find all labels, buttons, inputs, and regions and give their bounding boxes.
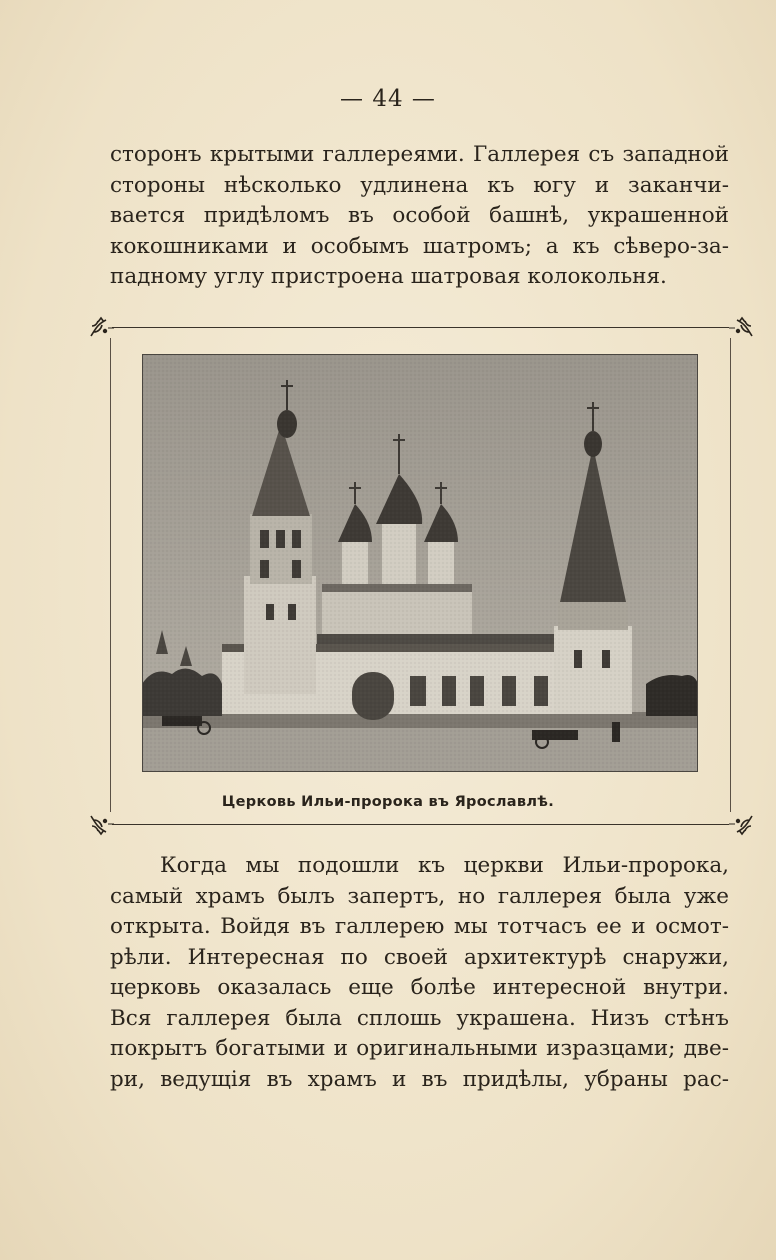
text-line: рѣли. Интересная по своей архитектурѣ снаружи, [110,944,729,970]
church-photograph [142,354,698,772]
paragraph-top [110,140,729,293]
text-line: самый храмъ былъ запертъ, но галлерея была уже [110,883,729,909]
figure-caption: Церковь Ильи-пророка въ Ярославлѣ. [221,794,555,810]
text-line: ри, ведущія въ храмъ и въ придѣлы, убраны рас- [110,1066,729,1092]
corner-ornament-icon [88,812,114,838]
text-line: открыта. Войдя въ галлерею мы тотчасъ ее и осмот- [110,914,729,939]
text-line: стороны нѣсколько удлинена къ югу и заканчи- [110,172,729,198]
corner-ornament-icon [88,314,114,340]
page-number: — 44 — [340,86,436,112]
text-line: кокошниками и особымъ шатромъ; а къ сѣверо-за- [110,233,729,259]
frame-bottom-rule [112,824,729,825]
text-line: покрытъ богатыми и оригинальными изразцами; две- [110,1036,729,1061]
text-line: Вся галлерея была сплошь украшена. Низъ стѣнъ [110,1005,729,1031]
corner-ornament-icon [729,812,755,838]
frame-right-line [730,338,731,812]
text-line: падному углу пристроена шатровая колокольня. [110,264,667,289]
paragraph-bottom [110,851,729,1095]
corner-ornament-icon [729,314,755,340]
frame-left-line [110,338,111,812]
text-line: церковь оказалась еще болѣе интересной внутри. [110,975,729,1000]
text-line: Когда мы подошли къ церкви Ильи-пророка, [160,853,729,878]
text-line: сторонъ крытыми галлереями. Галлерея съ западной [110,142,729,167]
text-line: вается придѣломъ въ особой башнѣ, украшенной [110,203,729,228]
frame-top-rule [112,327,729,328]
